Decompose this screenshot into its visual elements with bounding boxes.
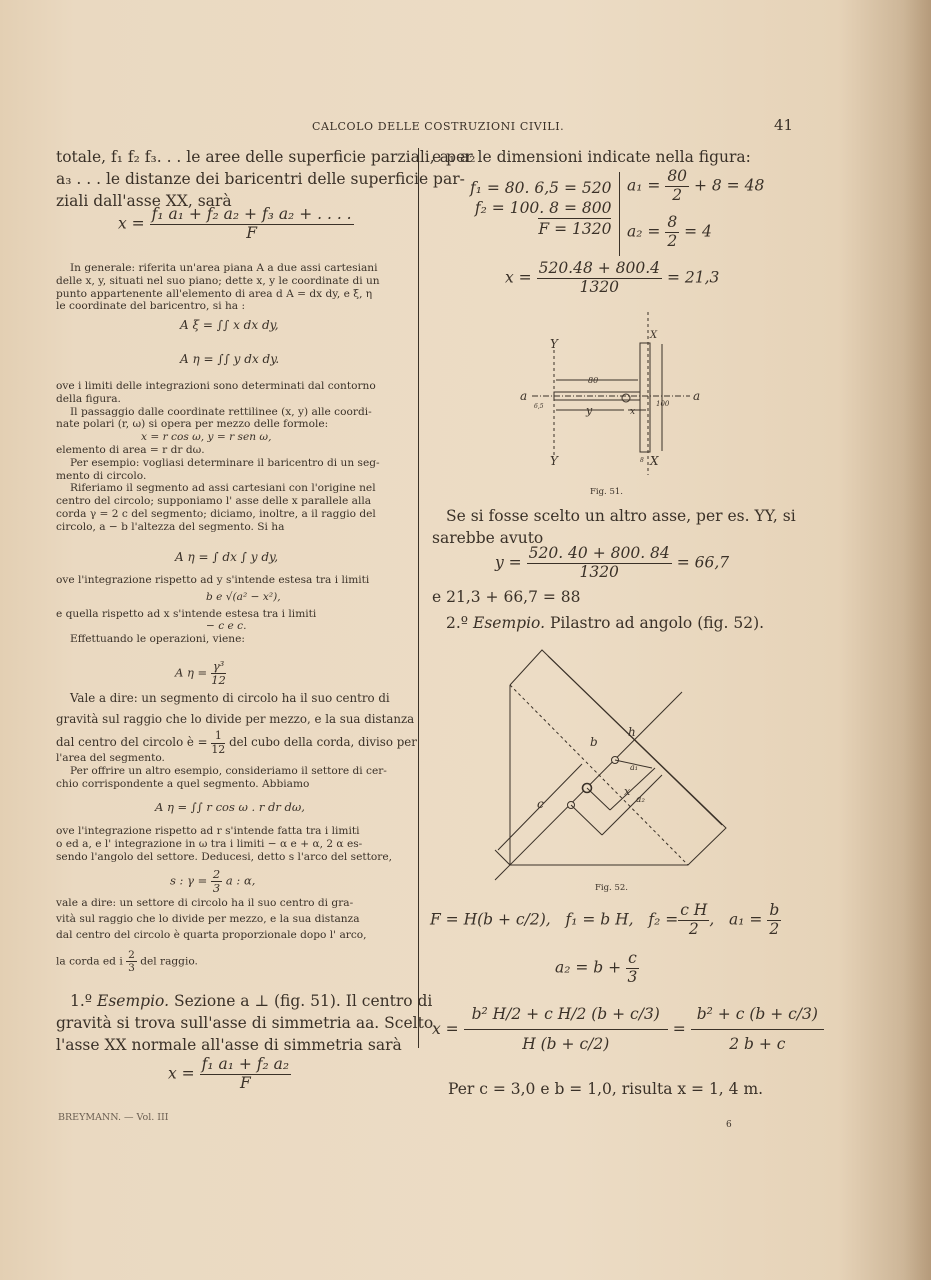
- formula-numerator: b² + c (b + c/3): [691, 1000, 824, 1030]
- formula-numerator: 520.48 + 800.4: [538, 259, 661, 277]
- formula-numerator: 1: [211, 730, 225, 744]
- formula-lhs: y =: [495, 553, 522, 572]
- formula-lhs: x =: [118, 214, 145, 233]
- formula-numerator: b² H/2 + c H/2 (b + c/3): [464, 1000, 668, 1030]
- formula-denominator: 3: [212, 881, 221, 896]
- pillar-inner-edge: [548, 656, 722, 825]
- label-y-bottom: Y: [550, 454, 558, 468]
- formula-denominator: 1320: [579, 562, 619, 581]
- text-line: vale a dire: un settore di circolo ha il suo centro di gra-: [56, 897, 354, 909]
- formula-example1: [168, 1056, 291, 1093]
- formula-denominator: F: [246, 223, 257, 242]
- dim-a2: [602, 775, 662, 835]
- paragraph-vale-a-dire: [56, 688, 417, 756]
- label-x: x: [624, 785, 631, 798]
- text-line: circolo, a − b l'altezza del segmento. Si ha: [56, 520, 285, 533]
- paragraph-limits: [56, 380, 380, 534]
- formula-denominator: 12: [211, 673, 226, 688]
- figure-51-caption: Fig. 51.: [590, 487, 623, 497]
- formula-lhs: s : γ =: [170, 873, 208, 888]
- label-6-5: 6,5: [534, 403, 544, 410]
- label-8: 8: [640, 457, 644, 464]
- formula-segment-integral: A η = ∫ dx ∫ y dy,: [175, 550, 279, 564]
- text-line: le coordinate del baricentro, si ha :: [56, 300, 246, 313]
- dim-c-ext: [495, 850, 510, 865]
- formula-lhs: a₂ = b +: [555, 958, 622, 977]
- text-line: gravità sul raggio che lo divide per mezzo, e la sua distanza: [56, 712, 415, 726]
- text-line: la corda ed i: [56, 955, 123, 968]
- figure-52-caption: Fig. 52.: [595, 883, 628, 893]
- formula-denominator: 3: [627, 967, 638, 986]
- formula-numerator: 2: [212, 867, 221, 881]
- formula-denominator: 2: [688, 919, 699, 938]
- footer-signature: BREYMANN. — Vol. III: [58, 1112, 169, 1123]
- formula-a2-ex2: [555, 950, 639, 987]
- formula-denominator: 1320: [579, 277, 620, 296]
- text-line: l'area del segmento.: [56, 752, 165, 764]
- text-line: delle x, y, situati nel suo piano; dette x, y le coordinate di un: [56, 274, 380, 287]
- text-line: Pilastro ad angolo (fig. 52).: [549, 614, 765, 632]
- formula-sum: e 21,3 + 66,7 = 88: [432, 588, 581, 606]
- formula-lhs: f₂ =: [648, 910, 679, 929]
- example-2: [446, 612, 764, 634]
- label-h: h: [628, 725, 636, 739]
- example-1: [56, 990, 433, 1056]
- text-line: punto appartenente all'elemento di area d A = dx dy, e ξ, η: [56, 287, 373, 300]
- formula-numerator: γ³: [212, 659, 225, 673]
- formula-denominator: 3: [128, 962, 135, 975]
- text-line: e quella rispetto ad x s'intende estesa tra i limiti: [56, 607, 317, 620]
- formula-F: F = H(b + c/2),: [430, 910, 551, 929]
- formula-numerator: 8: [667, 213, 678, 231]
- formula-numerator: f₁ a₁ + f₂ a₂ + f₃ a₂ + . . . .: [151, 205, 352, 223]
- example-number: 1.º: [70, 992, 93, 1010]
- text-line: l'asse XX normale all'asse di simmetria sarà: [56, 1036, 402, 1054]
- formula-denominator: 2 b + c: [729, 1035, 786, 1054]
- formula-denominator: 12: [211, 742, 226, 756]
- formula-lhs: a₁ =: [729, 910, 763, 929]
- paragraph-settore: [56, 752, 387, 790]
- running-header: CALCOLO DELLE COSTRUZIONI CIVILI.: [312, 120, 565, 133]
- formula-numerator: c H: [680, 901, 708, 919]
- label-y: y: [586, 404, 593, 417]
- page-number: 41: [774, 116, 794, 134]
- label-a2: a₂: [636, 795, 645, 805]
- text-line: o ed a, e l' integrazione in ω tra i limiti − α e + α, 2 α es-: [56, 837, 363, 850]
- formula-lhs: a₂ =: [627, 222, 661, 241]
- formula-lhs: A η =: [175, 665, 208, 680]
- area-f1: f₁ = 80. 6,5 = 520: [470, 179, 612, 197]
- label-y-top: Y: [550, 337, 558, 351]
- formula-rhs: a : α,: [225, 873, 256, 888]
- formula-numerator: f₁ a₁ + f₂ a₂: [201, 1055, 290, 1073]
- text-line: In generale: riferita un'area piana A a due assi cartesiani: [70, 262, 378, 274]
- label-a-right: a: [693, 389, 701, 403]
- formula-rhs: = 4: [684, 222, 712, 241]
- label-b: b: [590, 735, 598, 749]
- area-total: F = 1320: [538, 220, 612, 238]
- dim-x-ext: [587, 788, 610, 810]
- formula-integral-eta: A η = ∫∫ y dx dy.: [180, 352, 280, 366]
- text-line: Vale a dire: un segmento di circolo ha il suo centro di: [70, 691, 390, 705]
- formula-numerator: 80: [667, 167, 688, 185]
- distance-a2: [627, 214, 712, 251]
- column-divider: [418, 148, 419, 1048]
- formula-sector-integral: A η = ∫∫ r cos ω . r dr dω,: [155, 800, 305, 814]
- figure-51-t-section: [510, 310, 710, 500]
- text-line: Per esempio: vogliasi determinare il baricentro di un seg-: [70, 456, 380, 469]
- paragraph-integration: [56, 574, 369, 646]
- text-line: chio corrispondente a quel segmento. Abbiamo: [56, 777, 310, 790]
- result-line: Per c = 3,0 e b = 1,0, risulta x = 1, 4 m.: [448, 1080, 764, 1098]
- centroid: [622, 394, 630, 402]
- paragraph-sector-conclusion: [56, 895, 367, 974]
- text-line: e per le dimensioni indicate nella figura:: [432, 148, 751, 166]
- text-line: della figura.: [56, 392, 121, 405]
- formula-sector-result: [170, 868, 255, 895]
- text-line: ove i limiti delle integrazioni sono determinati dal contorno: [56, 380, 376, 392]
- example-number: 2.º: [446, 614, 469, 632]
- formula-rhs: + 8 = 48: [693, 176, 765, 195]
- formula-limits-y: b e √(a² − x²),: [206, 590, 281, 603]
- formula-denominator: H (b + c/2): [522, 1035, 610, 1054]
- text-line: Riferiamo il segmento ad assi cartesiani con l'origine nel: [70, 482, 376, 495]
- label-80: 80: [588, 376, 599, 385]
- formula-numerator: 520. 40 + 800. 84: [528, 544, 670, 562]
- example-title: Esempio.: [97, 992, 170, 1010]
- label-x-top: X: [650, 330, 658, 341]
- formula-f1: f₁ = b H,: [565, 910, 634, 929]
- text-line: Se si fosse scelto un altro asse, per es. YY, si: [446, 507, 796, 525]
- label-x-bottom: X: [650, 454, 659, 468]
- text-line: elemento di area = r dr dω.: [56, 443, 205, 456]
- label-x: x: [630, 407, 636, 417]
- text-line: dal centro del circolo è =: [56, 735, 208, 750]
- formula-lhs: x =: [505, 268, 532, 287]
- paragraph-general: [56, 262, 380, 313]
- label-c: c: [537, 797, 544, 811]
- text-line: gravità si trova sull'asse di simmetria aa. Scelto: [56, 1014, 434, 1032]
- label-100: 100: [656, 400, 670, 408]
- text-line: Il passaggio dalle coordinate rettilinee (x, y) alle coordi-: [70, 405, 372, 418]
- text-line: Sezione a ⊥ (fig. 51). Il centro di: [173, 992, 433, 1010]
- example-title: Esempio.: [473, 614, 546, 632]
- area-table: [470, 178, 611, 239]
- dim-a2-ext: [571, 805, 602, 835]
- text-line: totale, f₁ f₂ f₃. . . le aree delle superficie parziali, a₁ a₂: [56, 148, 476, 166]
- paragraph-intro: [56, 146, 475, 212]
- text-line: dal centro del circolo è quarta proporzionale dopo l' arco,: [56, 929, 367, 941]
- formula-lhs: x =: [432, 1019, 459, 1038]
- text-line: mento di circolo.: [56, 469, 147, 482]
- formula-lhs: x =: [168, 1064, 195, 1083]
- formula-numerator: b: [769, 901, 780, 919]
- table-divider: [619, 172, 620, 256]
- paragraph-yy: [432, 505, 796, 549]
- formula-denominator: 2: [667, 231, 678, 250]
- formula-equals: =: [672, 1019, 686, 1038]
- text-line: sarebbe avuto: [432, 529, 544, 547]
- text-line: corda γ = 2 c del segmento; diciamo, inoltre, a il raggio del: [56, 507, 376, 520]
- formula-integral-xi: A ξ = ∫∫ x dx dy,: [180, 318, 279, 332]
- text-line: vità sul raggio che lo divide per mezzo, e la sua distanza: [56, 913, 360, 925]
- area-f2: f₂ = 100. 8 = 800: [474, 199, 612, 217]
- distance-a1: [627, 168, 764, 205]
- formula-polar: x = r cos ω, y = r sen ω,: [141, 431, 272, 444]
- formula-y-result: [495, 545, 729, 582]
- formula-limits-x: − c e c.: [206, 620, 247, 633]
- formula-denominator: 2: [672, 185, 683, 204]
- label-a1: a₁: [630, 763, 638, 772]
- text-line: del raggio.: [140, 955, 198, 968]
- formula-denominator: F: [239, 1073, 251, 1092]
- text-line: nate polari (r, ω) si opera per mezzo delle formole:: [56, 418, 329, 431]
- signature-mark: 6: [726, 1120, 732, 1130]
- formula-areas-ex2: F = H(b + c/2), f₁ = b H, f₂ = $\frac{\text{c H}}{2}$ , a₁ = $\frac{b}{2}$: [430, 901, 780, 938]
- formula-rhs: = 66,7: [676, 553, 730, 572]
- paragraph-sector-limits: [56, 825, 392, 863]
- formula-x-ex2: [432, 1000, 824, 1060]
- formula-x-result: [505, 260, 719, 297]
- formula-rhs: = 21,3: [666, 268, 720, 287]
- label-a-left: a: [520, 389, 528, 403]
- formula-centroid-general: [118, 206, 354, 243]
- text-line: ove l'integrazione rispetto ad y s'intende estesa tra i limiti: [56, 574, 370, 586]
- text-line: a₃ . . . le distanze dei baricentri delle superficie par-: [56, 170, 465, 188]
- text-line: sendo l'angolo del settore. Deducesi, detto s l'arco del settore,: [56, 850, 392, 863]
- text-line: centro del circolo; supponiamo l' asse delle x parallele alla: [56, 495, 372, 508]
- figure-52-corner-pillar: [490, 640, 740, 900]
- text-line: del cubo della corda, diviso per: [229, 735, 417, 750]
- text-line: ziali dall'asse XX, sarà: [56, 192, 232, 210]
- text-line: Effettuando le operazioni, viene:: [70, 633, 245, 646]
- formula-numerator: c: [628, 949, 637, 967]
- text-line: ove l'integrazione rispetto ad r s'intende fatta tra i limiti: [56, 825, 360, 837]
- formula-lhs: a₁ =: [627, 176, 661, 195]
- formula-segment-result: [175, 660, 226, 687]
- formula-denominator: 2: [769, 919, 780, 938]
- formula-numerator: 2: [128, 949, 135, 961]
- text-line: Per offrire un altro esempio, consideriamo il settore di cer-: [70, 764, 387, 777]
